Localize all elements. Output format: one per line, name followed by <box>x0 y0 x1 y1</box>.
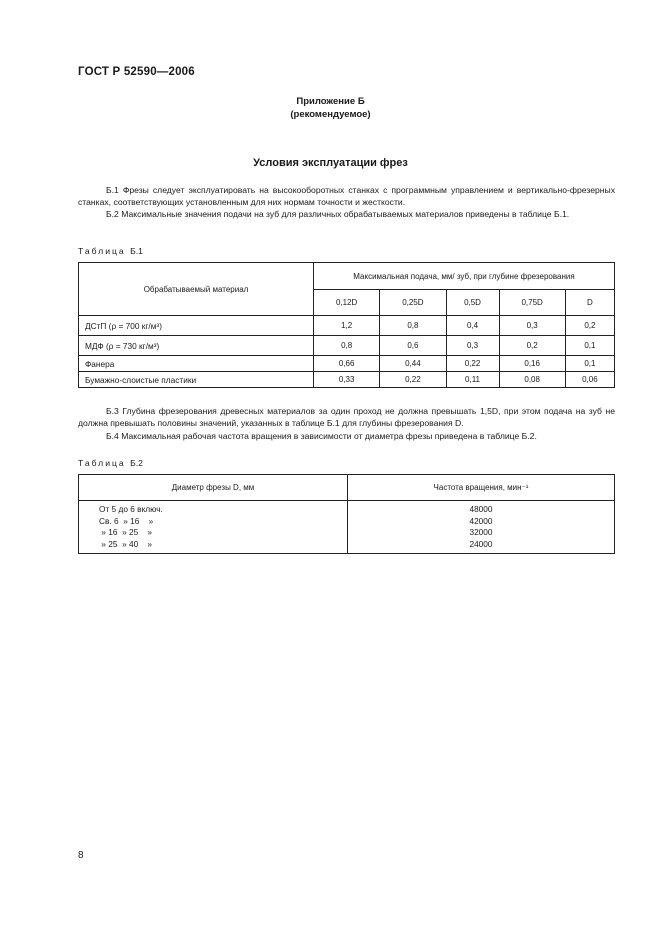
table1-caption <box>78 246 143 256</box>
list-item: 42000 <box>469 515 493 526</box>
document-header: ГОСТ Р 52590—2006 <box>78 66 195 78</box>
table-row <box>79 356 615 372</box>
list-item: » 25 » 40 » <box>99 538 153 549</box>
table1-material-cell: ДСтП (ρ = 700 кг/м³) <box>79 316 314 336</box>
table2-header-speed: Частота вращения, мин⁻¹ <box>348 475 615 501</box>
list-item: 32000 <box>469 527 493 537</box>
table1-caption-number: Б.1 <box>130 246 143 256</box>
paragraph-b2-text: Б.2 Максимальные значения подачи на зуб для различных обрабатываемых материалов приведены в таблице Б.1. <box>106 209 570 219</box>
table-row <box>79 501 615 554</box>
feed-rate-table <box>78 262 615 388</box>
list-item: 48000 <box>469 504 493 514</box>
list-item: Св. 6 » 16 » <box>99 515 154 526</box>
table1-caption-word: Таблица <box>78 246 126 256</box>
table1-value-cell: 0,1 <box>565 356 614 372</box>
paragraph-b2 <box>78 209 615 221</box>
table1-header-feed: Максимальная подача, мм/ зуб, при глубине фрезерования <box>314 263 615 290</box>
paragraph-b1-text: Б.1 Фрезы следует эксплуатировать на высокооборотных станках с программным управлением и вертикально-фрезерных станках, соответствующих установленным для них нормам точности и жесткости. <box>78 185 615 207</box>
appendix-title: Приложение Б <box>296 96 365 107</box>
table1-value-cell: 0,22 <box>446 356 499 372</box>
table1-value-cell: 0,33 <box>314 372 380 388</box>
table1-value-cell: 0,6 <box>380 336 446 356</box>
table1-depth-header: 0,12D <box>314 290 380 316</box>
table1-value-cell: 0,66 <box>314 356 380 372</box>
paragraph-b3-text: Б.3 Глубина фрезерования древесных материалов за один проход не должна превышать 1,5D, при этом подача на зуб не должна превышать половины значений, указанных в таблице Б.1 для глубины фрезерования D. <box>78 406 615 428</box>
paragraph-b3 <box>78 406 615 429</box>
list-item: » 16 » 25 » <box>99 527 153 537</box>
table2-caption <box>78 458 143 468</box>
table1-value-cell: 0,2 <box>499 336 565 356</box>
table2-caption-word: Таблица <box>78 458 126 468</box>
paragraph-b4-text: Б.4 Максимальная рабочая частота вращения в зависимости от диаметра фрезы приведена в таблице Б.2. <box>106 431 537 441</box>
table-row <box>79 372 615 388</box>
table-row <box>79 336 615 356</box>
appendix-subtitle: (рекомендуемое) <box>290 109 371 120</box>
table1-value-cell: 0,22 <box>380 372 446 388</box>
list-item: От 5 до 6 включ. <box>99 504 163 514</box>
table1-value-cell: 0,2 <box>565 316 614 336</box>
paragraph-b1 <box>78 185 615 208</box>
paragraph-b4 <box>78 431 615 443</box>
table1-value-cell: 0,8 <box>380 316 446 336</box>
table1-value-cell: 0,4 <box>446 316 499 336</box>
table1-depth-header: D <box>565 290 614 316</box>
table1-value-cell: 0,44 <box>380 356 446 372</box>
table2-header-diameter: Диаметр фрезы D, мм <box>79 475 348 501</box>
table1-value-cell: 0,3 <box>499 316 565 336</box>
table1-depth-header: 0,75D <box>499 290 565 316</box>
table1-material-cell: МДФ (ρ = 730 кг/м³) <box>79 336 314 356</box>
rotation-speed-table <box>78 474 615 554</box>
table-row <box>79 316 615 336</box>
table1-value-cell: 0,06 <box>565 372 614 388</box>
table1-value-cell: 1,2 <box>314 316 380 336</box>
table2-diameter-list <box>79 501 348 554</box>
table1-depth-header: 0,25D <box>380 290 446 316</box>
table1-value-cell: 0,8 <box>314 336 380 356</box>
table1-value-cell: 0,11 <box>446 372 499 388</box>
table1-value-cell: 0,1 <box>565 336 614 356</box>
table2-caption-number: Б.2 <box>130 458 143 468</box>
table2-speed-list <box>348 501 615 554</box>
list-item: 24000 <box>469 538 493 549</box>
table1-value-cell: 0,08 <box>499 372 565 388</box>
table1-depth-header: 0,5D <box>446 290 499 316</box>
table1-value-cell: 0,3 <box>446 336 499 356</box>
page-number: 8 <box>78 850 84 861</box>
table1-material-cell: Бумажно-слоистые пластики <box>79 372 314 388</box>
section-title: Условия эксплуатации фрез <box>253 157 408 169</box>
table1-material-cell: Фанера <box>79 356 314 372</box>
table1-header-material: Обрабатываемый материал <box>79 263 314 316</box>
table1-value-cell: 0,16 <box>499 356 565 372</box>
